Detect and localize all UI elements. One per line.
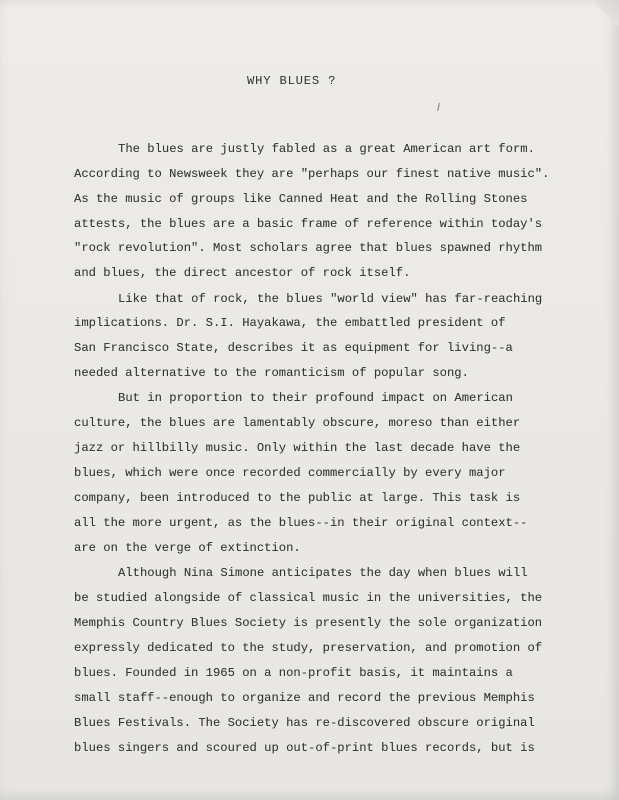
paragraph-3-line-6: all the more urgent, as the blues--in their original context--	[74, 516, 528, 530]
paragraph-4-line-6: small staff--enough to organize and record the previous Memphis	[74, 691, 535, 705]
paragraph-3-line-4: blues, which were once recorded commercially by every major	[74, 466, 506, 480]
paragraph-1-line-1: The blues are justly fabled as a great American art form.	[118, 142, 535, 156]
paragraph-1-line-6: and blues, the direct ancestor of rock itself.	[74, 266, 411, 280]
paragraph-1-line-5: "rock revolution". Most scholars agree that blues spawned rhythm	[74, 241, 543, 255]
paragraph-4-line-7: Blues Festivals. The Society has re-discovered obscure original	[74, 716, 535, 730]
pencil-mark	[437, 103, 440, 111]
paragraph-4-line-8: blues singers and scoured up out-of-print blues records, but is	[74, 741, 535, 755]
paragraph-4-line-5: blues. Founded in 1965 on a non-profit basis, it maintains a	[74, 666, 513, 680]
paragraph-1-line-2: According to Newsweek they are "perhaps our finest native music".	[74, 167, 550, 181]
paragraph-2-line-3: San Francisco State, describes it as equipment for living--a	[74, 341, 513, 355]
paragraph-3-line-5: company, been introduced to the public at large. This task is	[74, 491, 521, 505]
paragraph-3-line-2: culture, the blues are lamentably obscure, moreso than either	[74, 416, 521, 430]
paragraph-4-line-1: Although Nina Simone anticipates the day when blues will	[118, 566, 528, 580]
paragraph-3-line-7: are on the verge of extinction.	[74, 541, 301, 555]
page-corner-fold	[595, 0, 619, 26]
paragraph-4-line-2: be studied alongside of classical music in the universities, the	[74, 591, 543, 605]
page-title: WHY BLUES ?	[247, 74, 337, 88]
paragraph-4-line-3: Memphis Country Blues Society is presently the sole organization	[74, 616, 543, 630]
paragraph-3-line-3: jazz or hillbilly music. Only within the last decade have the	[74, 441, 521, 455]
paragraph-1-line-3: As the music of groups like Canned Heat and the Rolling Stones	[74, 192, 528, 206]
paragraph-2-line-2: implications. Dr. S.I. Hayakawa, the embattled president of	[74, 316, 506, 330]
paragraph-2-line-4: needed alternative to the romanticism of popular song.	[74, 366, 469, 380]
paragraph-3-line-1: But in proportion to their profound impact on American	[118, 391, 513, 405]
paragraph-1-line-4: attests, the blues are a basic frame of reference within today's	[74, 217, 543, 231]
paragraph-4-line-4: expressly dedicated to the study, preservation, and promotion of	[74, 641, 543, 655]
paragraph-2-line-1: Like that of rock, the blues "world view" has far-reaching	[118, 292, 543, 306]
